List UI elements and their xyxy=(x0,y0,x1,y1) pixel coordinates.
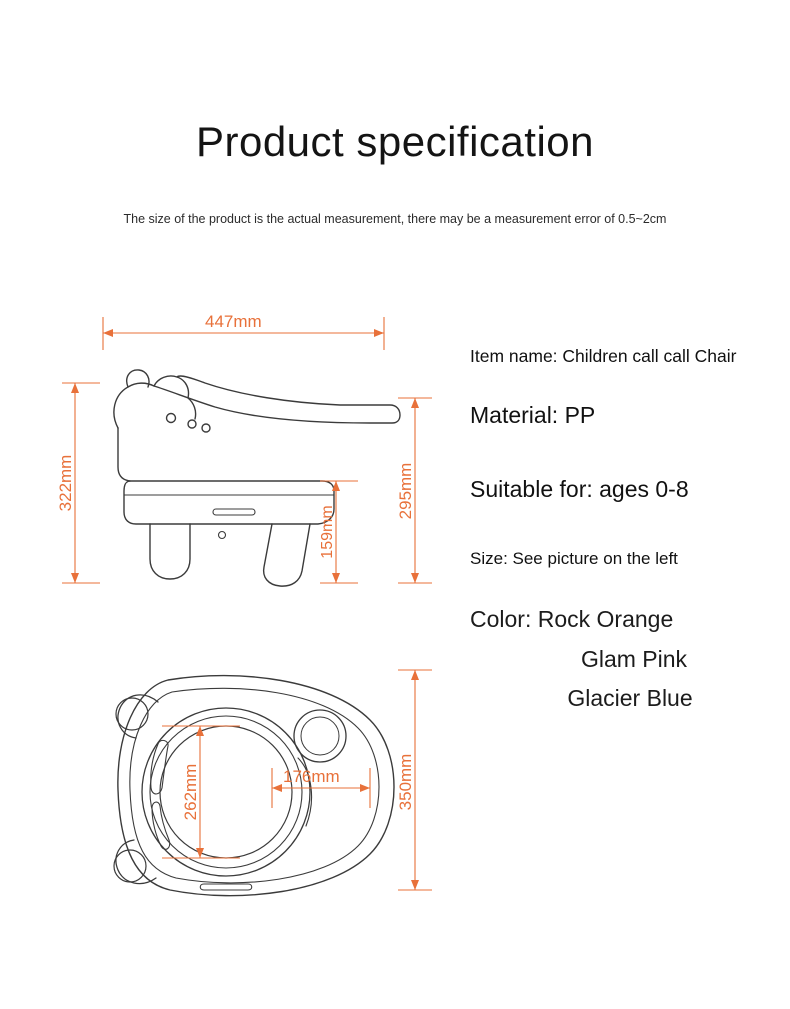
spec-item-colors xyxy=(470,600,780,719)
dimension-262mm xyxy=(162,726,240,858)
top-view-diagram xyxy=(40,640,470,930)
dimension-label-262mm: 262mm xyxy=(181,763,200,821)
dimension-label-159mm: 159mm xyxy=(319,505,336,559)
dimension-label-176mm: 176mm xyxy=(283,767,340,786)
spec-item-suitable: Suitable for: ages 0-8 xyxy=(470,475,689,502)
dimension-label-447mm: 447mm xyxy=(205,312,262,331)
spec-item-material: Material: PP xyxy=(470,402,596,429)
chair-side-outline xyxy=(114,370,400,586)
side-view-diagram xyxy=(40,295,470,605)
dimension-label-350mm: 350mm xyxy=(396,753,415,811)
dimension-label-295mm: 295mm xyxy=(396,462,415,520)
spec-list xyxy=(470,345,780,719)
spec-item-size: Size: See picture on the left xyxy=(470,549,678,569)
page-title: Product specification xyxy=(195,118,595,165)
chair-top-outline xyxy=(114,676,394,896)
spec-item-name: Item name: Children call call Chair xyxy=(470,346,737,366)
color-option-glacier-blue: Glacier Blue xyxy=(567,685,693,712)
dimension-label-322mm: 322mm xyxy=(56,454,75,512)
color-option-rock-orange: Color: Rock Orange xyxy=(470,606,674,633)
color-option-glam-pink: Glam Pink xyxy=(580,645,688,672)
page-subtitle: The size of the product is the actual measurement, there may be a measurement error of 0.5~2cm xyxy=(123,212,667,226)
